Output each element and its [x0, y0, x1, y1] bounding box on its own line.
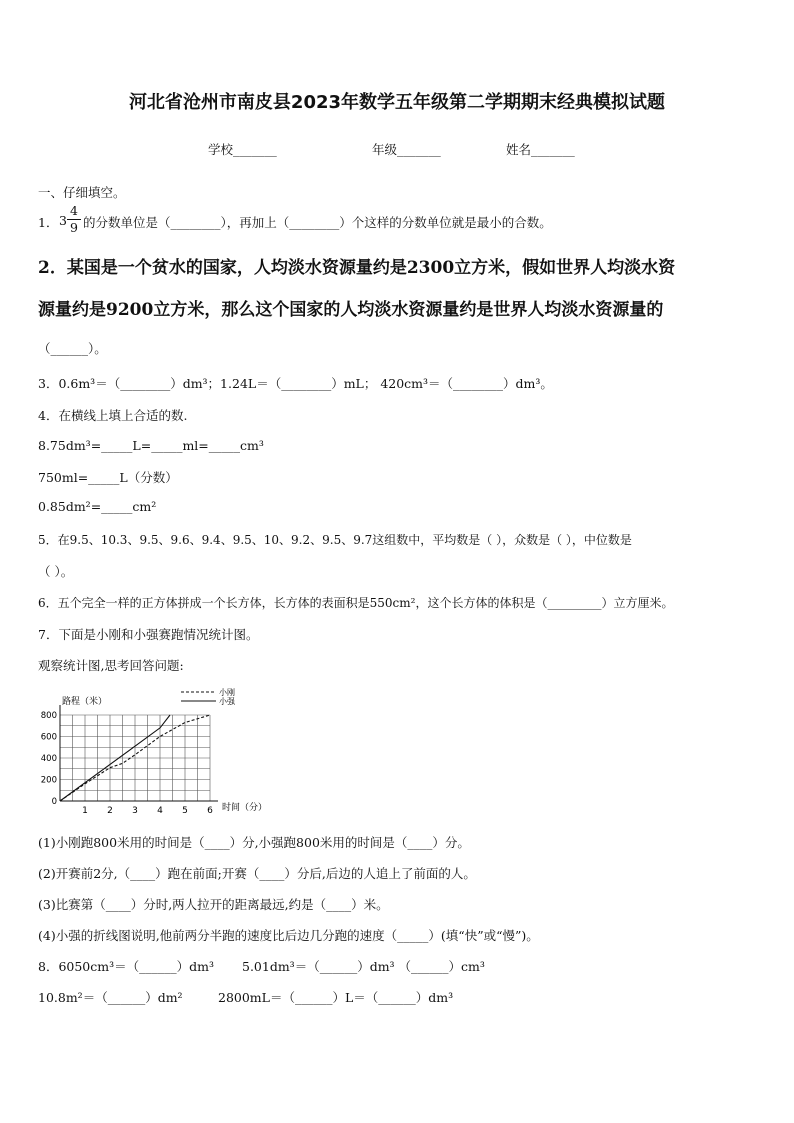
running-chart: [36, 684, 286, 816]
school-field: 学校_______: [208, 142, 277, 157]
x-tick-label: 4: [157, 806, 163, 816]
q3-text: 3．0.6m³＝（________）dm³；1.24L＝（________）mL； 420cm³＝（________）dm³。: [38, 376, 553, 391]
y-tick-label: 0: [51, 797, 57, 807]
q4-line-1: 8.75dm³=_____L=_____ml=_____cm³: [38, 438, 264, 453]
q1-fraction-numerator: 4: [70, 203, 78, 218]
q7-intro: 观察统计图,思考回答问题:: [38, 658, 184, 673]
q8-line-1b: 5.01dm³＝（______）dm³ （______）cm³: [242, 959, 485, 974]
q7-sub-3: (3)比赛第（____）分时,两人拉开的距离最远,约是（____）米。: [38, 897, 389, 912]
q1-text: 的分数单位是（________），再加上（________）个这样的分数单位就是最小的合数。: [83, 215, 552, 230]
name-field: 姓名_______: [506, 142, 575, 157]
q4-line-2: 750ml=_____L（分数）: [38, 470, 178, 485]
grade-field: 年级_______: [372, 142, 441, 157]
chart-legend: [181, 687, 236, 706]
x-axis-label: 时间（分）: [222, 803, 268, 813]
q7-sub-4: (4)小强的折线图说明,他前两分半跑的速度比后边几分跑的速度（_____）(填“快”或“慢”)。: [38, 928, 539, 943]
q6-text: 6．五个完全一样的正方体拼成一个长方体，长方体的表面积是550cm²，这个长方体的体积是（_________）立方厘米。: [38, 596, 674, 610]
q1-fraction-denominator: 9: [70, 220, 78, 235]
y-tick-label: 600: [40, 732, 57, 743]
x-tick-label: 5: [182, 806, 188, 816]
chart-grid: [60, 715, 210, 801]
y-tick-label: 800: [40, 711, 57, 721]
q8-line-1a: 8．6050cm³＝（______）dm³: [38, 959, 214, 974]
q7-title: 7．下面是小刚和小强赛跑情况统计图。: [38, 627, 259, 642]
x-tick-label: 1: [82, 806, 88, 816]
y-tick-label: 200: [40, 775, 57, 786]
q5-line-1: 5．在9.5、10.3、9.5、9.6、9.4、9.5、10、9.2、9.5、9.7这组数中，平均数是（ ），众数是（ ），中位数是: [38, 533, 632, 547]
chart-axes: [41, 705, 218, 816]
q7-sub-1: (1)小刚跑800米用的时间是（____）分,小强跑800米用的时间是（____）分。: [38, 835, 470, 850]
y-tick-label: 400: [40, 754, 57, 764]
x-tick-label: 3: [132, 806, 138, 816]
x-tick-label: 2: [107, 806, 113, 816]
q1-number: 1．: [38, 215, 59, 230]
page-title: 河北省沧州市南皮县2023年数学五年级第二学期期末经典模拟试题: [128, 92, 666, 113]
q2-line-2: 源量约是9200立方米，那么这个国家的人均淡水资源量约是世界人均淡水资源量的: [38, 300, 664, 320]
y-axis-label: 路程（米）: [62, 697, 108, 707]
q7-sub-2: (2)开赛前2分,（____）跑在前面;开赛（____）分后,后边的人追上了前面的人。: [38, 866, 476, 881]
q1-whole: 3: [59, 213, 67, 228]
q5-line-2: （ ）。: [38, 564, 74, 579]
q4-line-3: 0.85dm²=_____cm²: [38, 499, 157, 514]
q8-line-2a: 10.8m²＝（______）dm²: [38, 990, 183, 1005]
legend-label-1: 小刚: [219, 688, 235, 697]
q4-title: 4．在横线上填上合适的数.: [38, 408, 188, 423]
x-tick-label: 6: [207, 806, 213, 816]
legend-label-2: 小强: [219, 697, 235, 706]
q2-line-3: （______）。: [38, 341, 107, 356]
section-heading: 一、仔细填空。: [38, 185, 126, 200]
q2-line-1: 2．某国是一个贫水的国家，人均淡水资源量约是2300立方米，假如世界人均淡水资: [38, 258, 676, 278]
q8-line-2b: 2800mL＝（______）L＝（______）dm³: [218, 990, 454, 1005]
q1-fraction: [67, 204, 81, 235]
